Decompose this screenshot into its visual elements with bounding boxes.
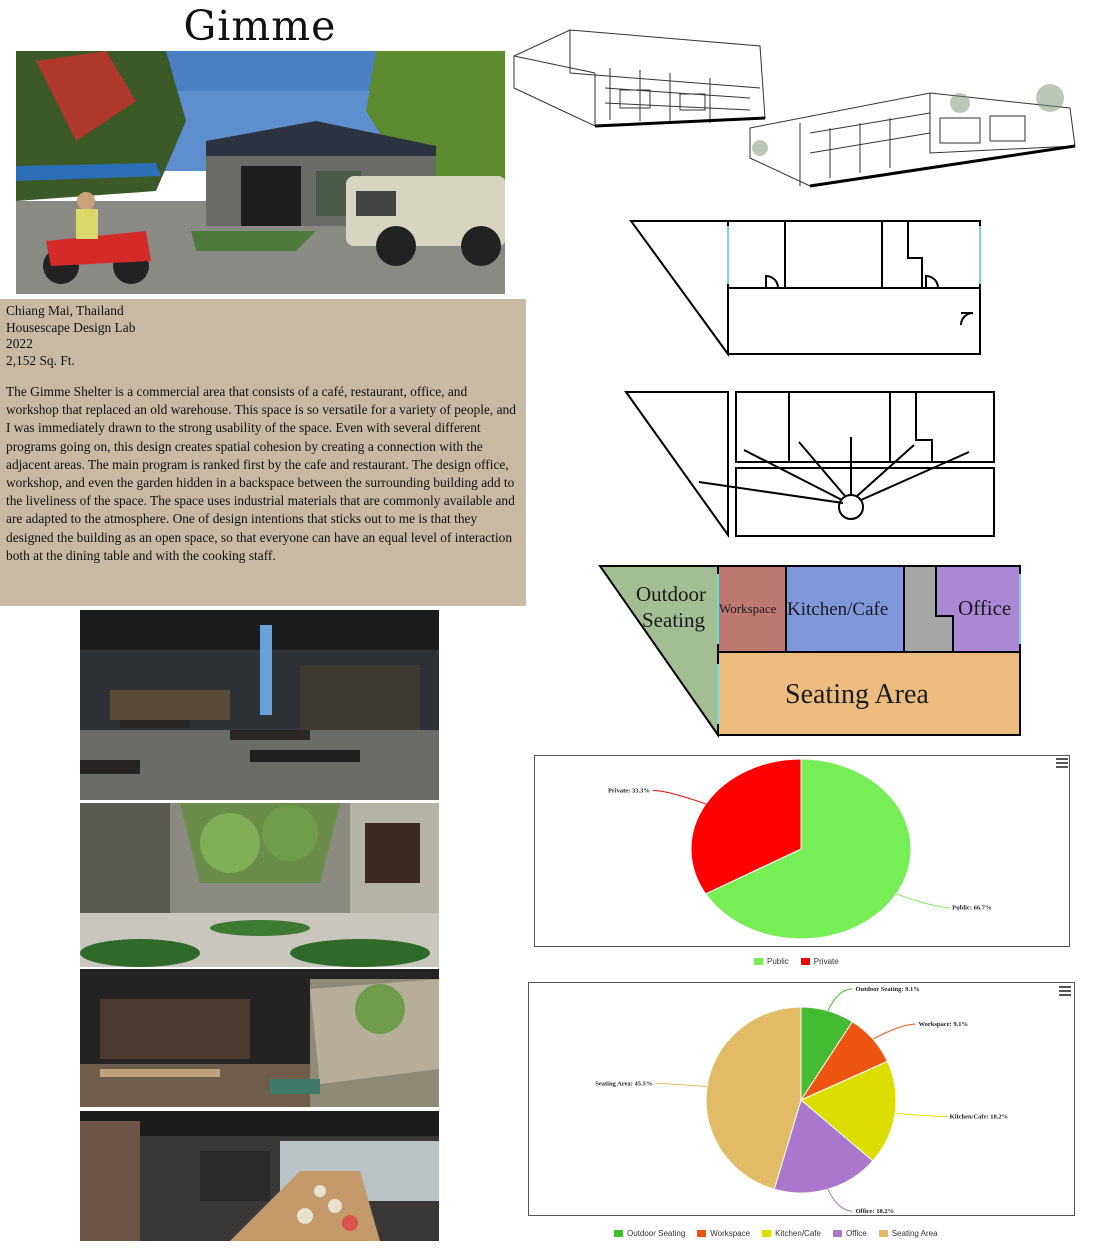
legend-swatch [879,1230,888,1237]
project-location: Chiang Mai, Thailand [6,303,124,318]
legend-label: Public [767,957,789,966]
pie-data-label: Kitchen/Cafe: 18.2% [949,1113,1009,1121]
legend-swatch [801,958,810,965]
legend-label: Workspace [710,1229,751,1238]
chart-menu-icon[interactable] [1056,758,1068,770]
pie-connector [655,1084,707,1087]
legend-swatch [614,1230,623,1237]
pie-chart-1-plot [535,756,1069,946]
legend-label: Outdoor Seating [627,1229,686,1238]
legend-label: Private [813,957,839,966]
chart-menu-icon[interactable] [1059,986,1071,998]
pie-data-label: Workspace: 9.1% [918,1021,968,1029]
interior-photo-dining [80,610,439,800]
interior-photo-kitchen [80,1111,439,1241]
zoning-diagram [598,564,1024,738]
legend-label: Office [845,1229,867,1238]
legend-item[interactable] [697,1229,750,1238]
legend-label: Seating Area [891,1229,938,1238]
legend-swatch [697,1230,706,1237]
legend-item[interactable] [614,1229,685,1238]
page-title: Gimme [183,2,337,50]
interior-photo-workshop [80,969,439,1107]
project-info-panel [0,299,526,606]
pie-chart-program-areas [528,982,1075,1216]
project-description: The Gimme Shelter is a commercial area that consists of a café, restaurant, office, and workshop that replaced an old warehouse. This space is so versatile for a variety of people, and I was immediately drawn to the strong usability of the space. Even with several different programs going on, this design creates spatial cohesion by creating a connection with the adjacent areas. The main program is ranked first by the cafe and restaurant. The design office, workshop, and even the garden hidden in a backspace between the surrounding building add to the liveliness of the space. The space uses industrial materials that are commonly available and are adapted to the atmosphere. One of design intentions that sticks out to me is that they designed the building as an open space, so that everyone can have an equal level of interaction both at the dining table and with the cooking staff. [6,384,516,563]
pie-connector [828,1189,853,1211]
project-area: 2,152 Sq. Ft. [6,352,75,368]
interior-photo-garden [80,803,439,967]
pie-data-label: Office: 18.2% [855,1208,895,1215]
pie-data-label: Seating Area: 45.5% [595,1080,653,1088]
pie-chart-2-plot [529,983,1074,1215]
pie-chart-2-legend [614,1229,938,1238]
pie-connector [828,989,853,1011]
legend-item[interactable] [879,1229,938,1238]
legend-swatch [833,1230,842,1237]
legend-item[interactable] [801,957,839,966]
legend-swatch [754,958,763,965]
pie-connector [896,894,949,908]
legend-item[interactable] [833,1229,867,1238]
zone-label-workspace: Workspace [719,601,777,616]
floor-plan-outline [628,218,984,358]
zone-label-kitchen: Kitchen/Cafe [787,599,889,620]
pie-chart-1-legend [754,957,839,966]
legend-swatch [762,1230,771,1237]
exterior-photo [16,51,505,294]
pie-connector [895,1113,947,1116]
pie-data-label: Public: 66.7% [952,904,992,912]
project-firm: Housescape Design Lab [6,319,136,335]
zone-label-seating: Seating Area [785,679,929,710]
legend-item[interactable] [754,957,789,966]
pie-connector [653,790,706,804]
circulation-diagram [624,390,1000,540]
zone-label-office: Office [958,596,1012,620]
pie-data-label: Outdoor Seating: 9.1% [855,985,920,993]
legend-label: Kitchen/Cafe [775,1229,821,1238]
pie-data-label: Private: 33.3% [607,787,650,795]
pie-connector [873,1024,916,1039]
zone-label-outdoor-1: Outdoor [636,582,706,606]
zone-label-outdoor-2: Seating [642,608,705,632]
pie-chart-public-private [534,755,1070,947]
axonometric-section-drawing [510,28,1090,193]
project-year: 2022 [6,336,33,351]
legend-item[interactable] [762,1229,821,1238]
